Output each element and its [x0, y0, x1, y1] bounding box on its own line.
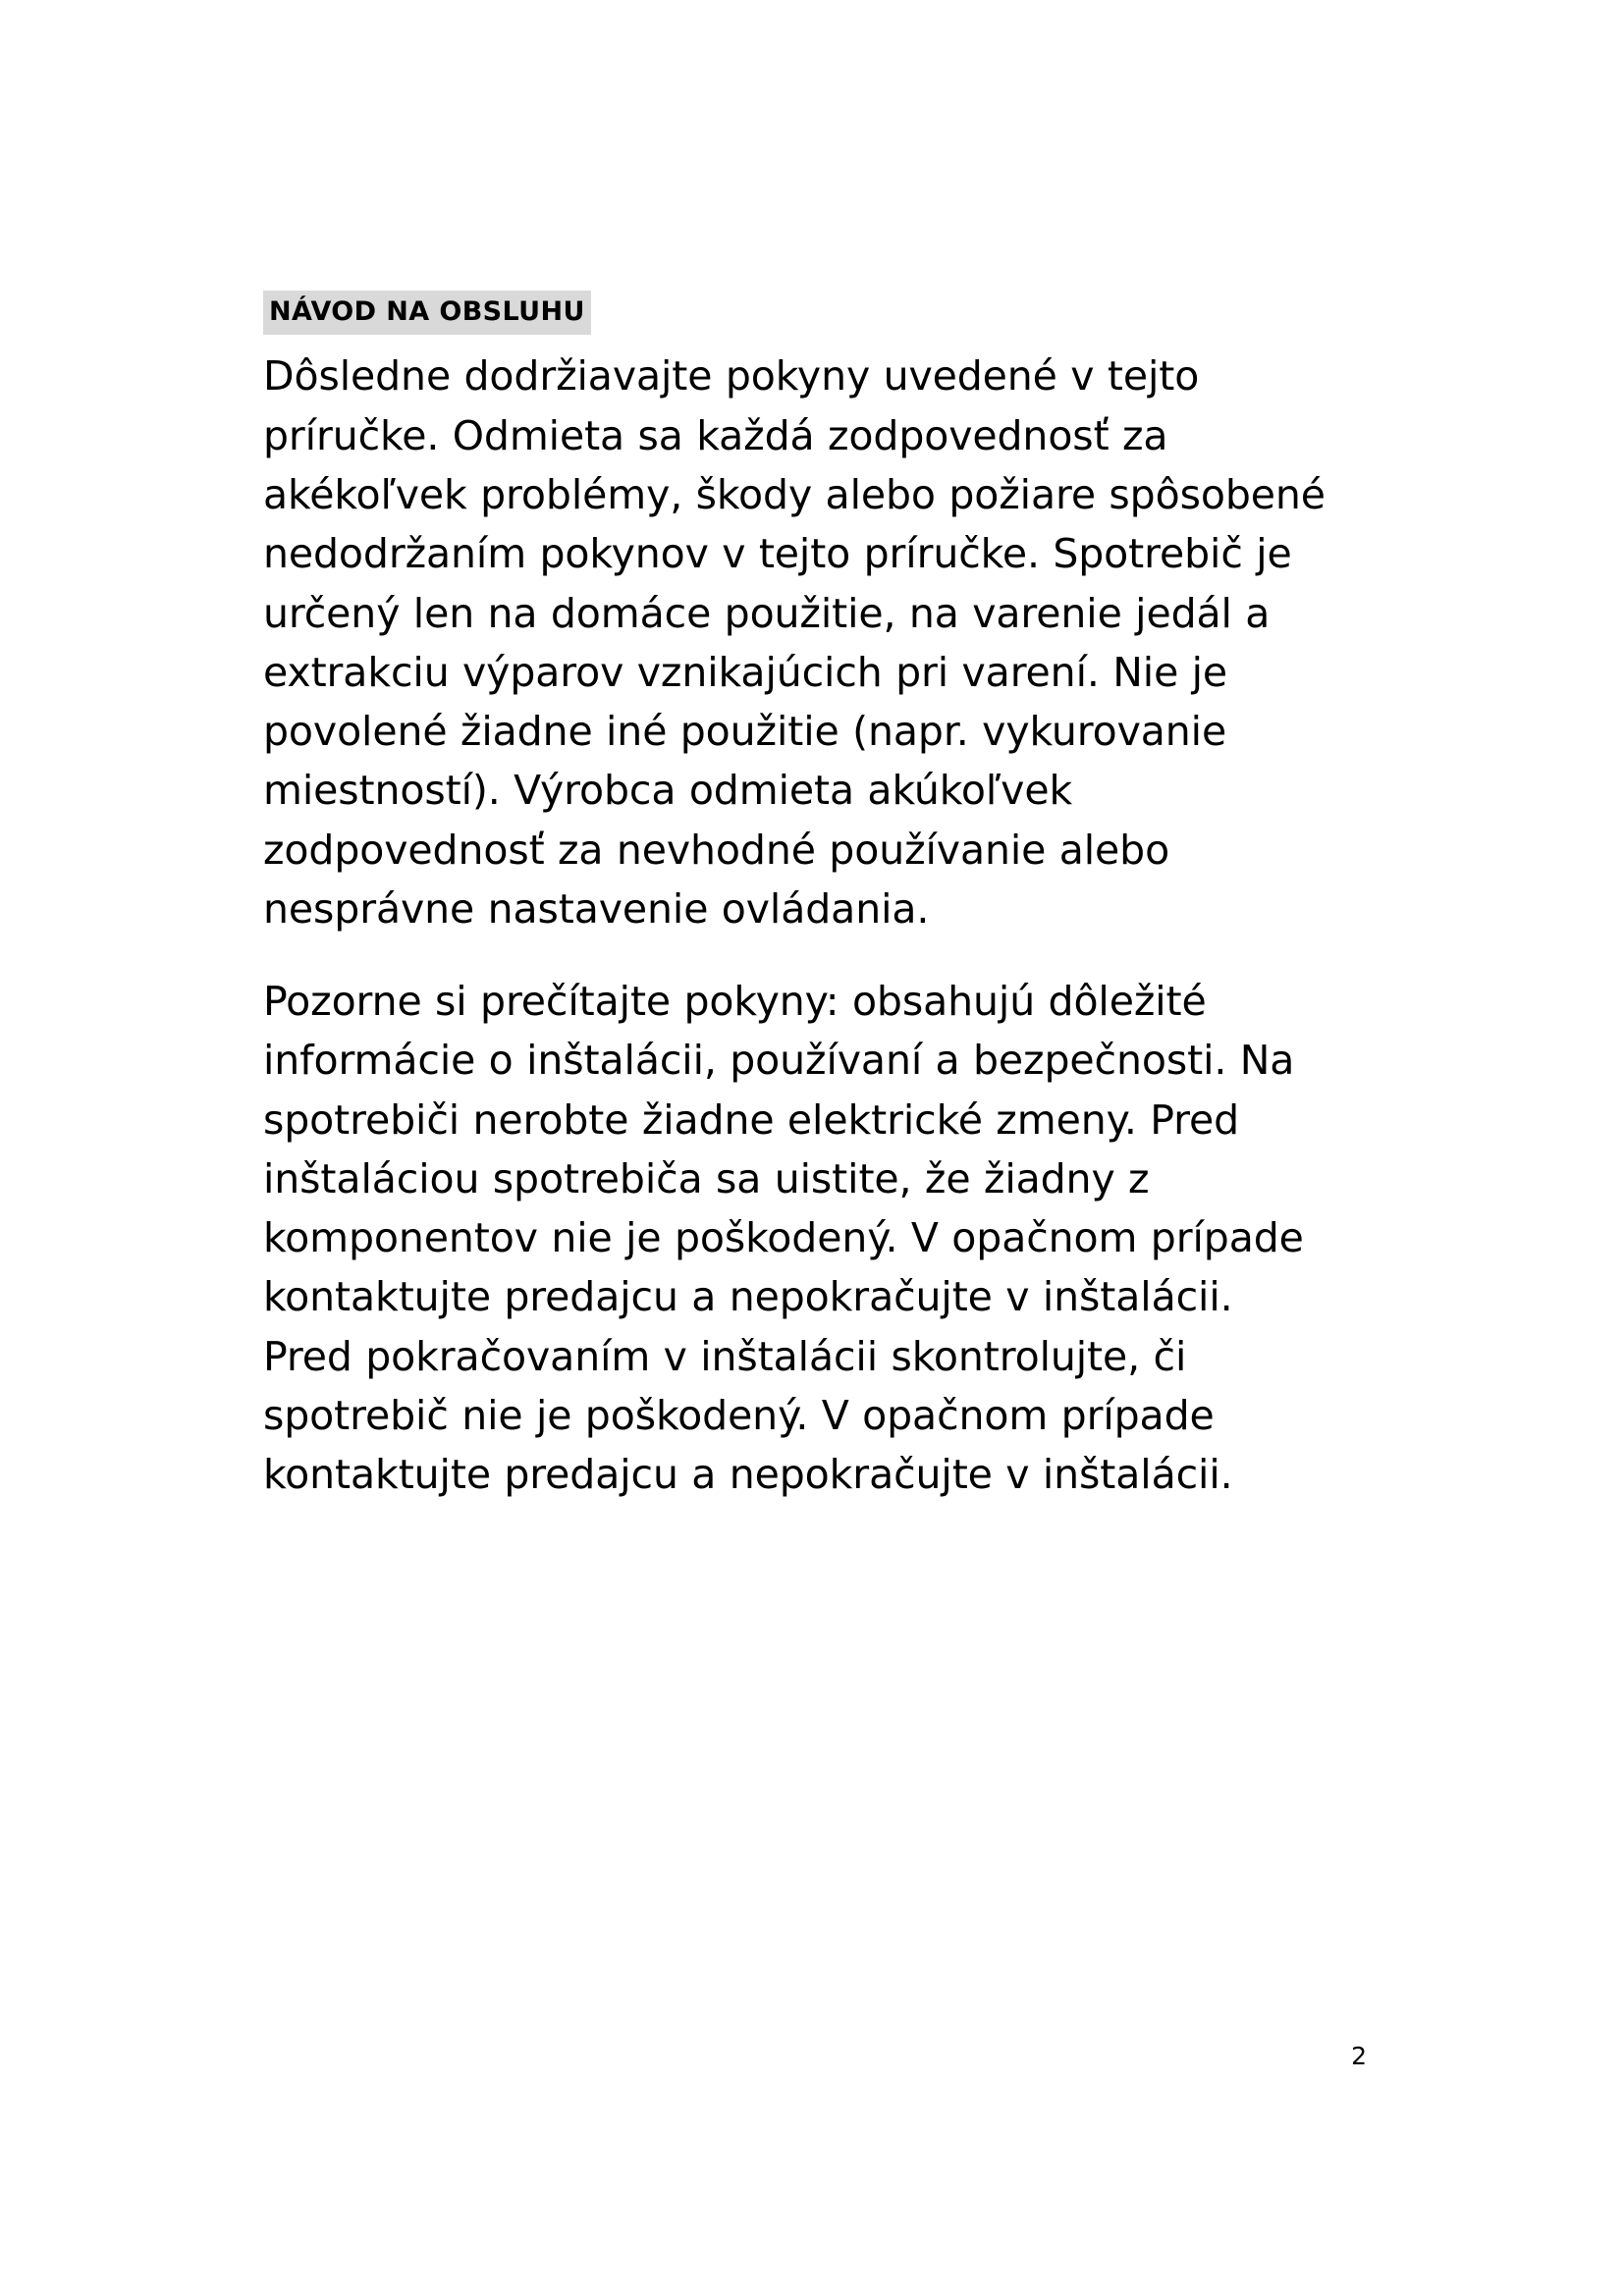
body-paragraph-2: Pozorne si prečítajte pokyny: obsahujú dôležité informácie o inštalácii, používaní a bezpečnosti. Na spotrebiči nerobte žiadne elektrické zmeny. Pred inštaláciou spotrebiča sa uistite, že žiadny z komponentov nie je poškodený. V opačnom prípade kontaktujte predajcu a nepokračujte v inštalácii.: [263, 978, 1304, 1321]
body-paragraph-3: Pred pokračovaním v inštalácii skontrolujte, či spotrebič nie je poškodený. V opačnom prípade kontaktujte predajcu a nepokračujte v inštalácii.: [263, 1332, 1233, 1499]
body-paragraph-1: Dôsledne dodržiavajte pokyny uvedené v tejto príručke. Odmieta sa každá zodpovednosť za akékoľvek problémy, škody alebo požiare spôsobené nedodržaním pokynov v tejto príručke. Spotrebič je určený len na domáce použitie, na varenie jedál a extrakciu výparov vznikajúcich pri varení. Nie je povolené žiadne iné použitie (napr. vykurovanie miestností). Výrobca odmieta akúkoľvek zodpovednosť za nevhodné používanie alebo nesprávne nastavenie ovládania.: [263, 352, 1326, 933]
section-heading: NÁVOD NA OBSLUHU: [263, 291, 591, 335]
page-number: 2: [1351, 2042, 1367, 2070]
page-content: [263, 291, 1358, 1537]
